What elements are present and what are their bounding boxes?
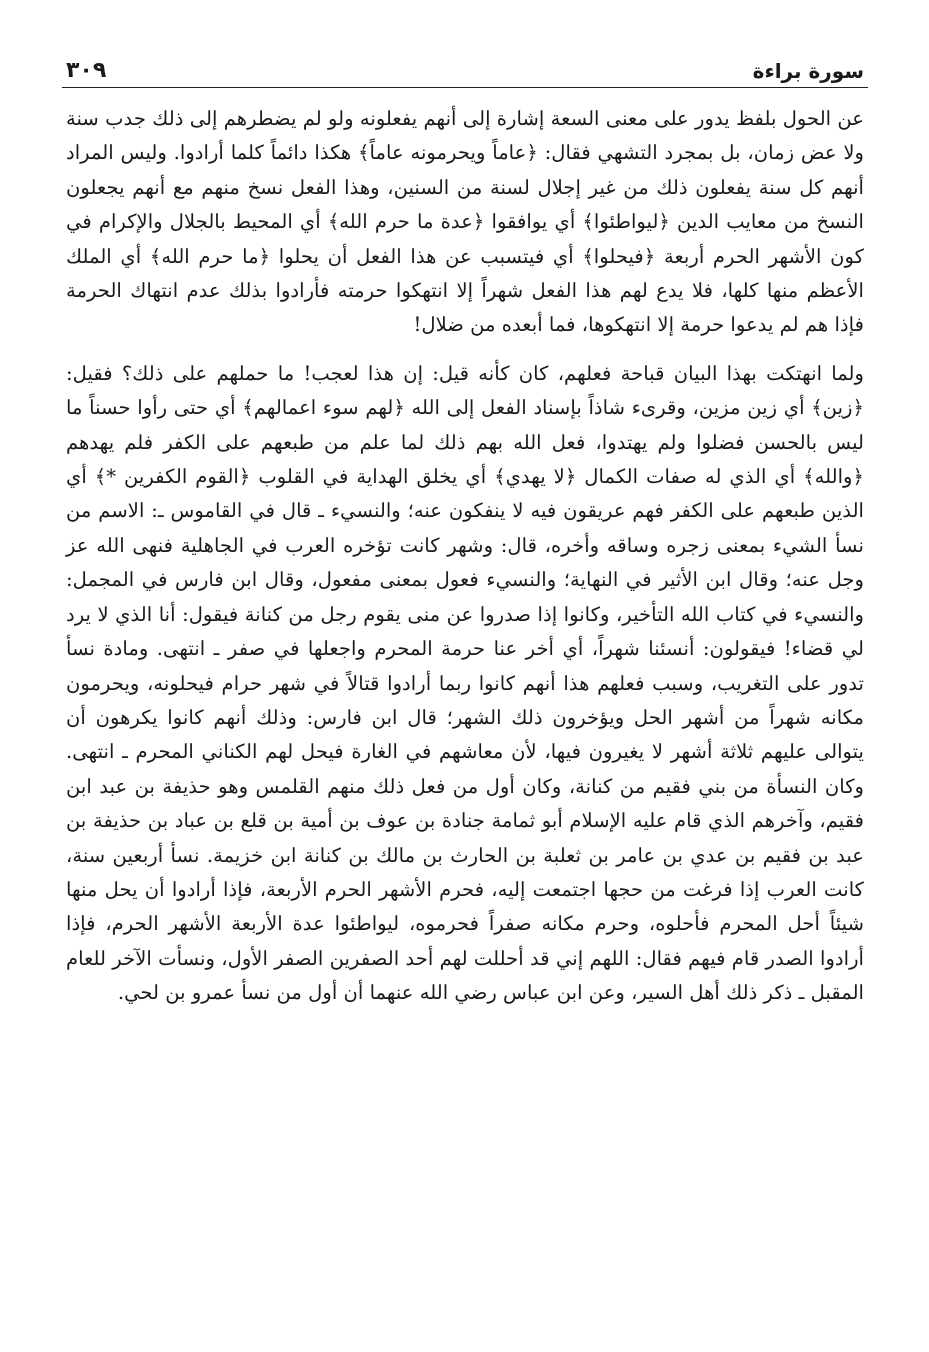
paragraph-2: ولما انهتكت بهذا البيان قباحة فعلهم، كان كأنه قيل: إن هذا لعجب! ما حملهم على ذلك؟ فقيل: ﴿زين﴾ أي زين مزين، وقرىء شاذاً بإسناد الفعل إلى الله ﴿لهم سوء اعمالهم﴾ أي حتى رأوا حسناً ما ليس بالحسن فضلوا ولم يهتدوا، فعل الله بهم ذلك لما علم من طبعهم على الكفر فلم يهدهم ﴿والله﴾ أي الذي له صفات الكمال ﴿لا يهدي﴾ أي يخلق الهداية في القلوب ﴿القوم الكفرين *﴾ أي الذين طبعهم على الكفر فهم عريقون فيه لا ينفكون عنه؛ والنسيء ـ قال في القاموس ـ: الاسم من نسأ الشيء بمعنى زجره وساقه وأخره، قال: وشهر كانت تؤخره العرب في الجاهلية فنهى الله عز وجل عنه؛ وقال ابن الأثير في النهاية؛ والنسيء فعول بمعنى مفعول، وقال ابن فارس في المجمل: والنسيء في كتاب الله التأخير، وكانوا إذا صدروا عن منى يقوم رجل من كنانة فيقول: أنا الذي لا يرد لي قضاء! فيقولون: أنسئنا شهراً، أي أخر عنا حرمة المحرم واجعلها في صفر ـ انتهى. ومادة نسأ تدور على التغريب، وسبب فعلهم هذا أنهم كانوا ربما أرادوا قتالاً في شهر حرام فيحلونه، ويحرمون مكانه شهراً من أشهر الحل ويؤخرون ذلك الشهر؛ قال ابن فارس: وذلك أنهم كانوا يكرهون أن يتوالى عليهم ثلاثة أشهر لا يغيرون فيها، لأن معاشهم في الغارة فيحل لهم الكناني المحرم ـ انتهى. وكان النسأة من بني فقيم من كنانة، وكان أول من فعل ذلك منهم القلمس وهو حذيفة بن عبد ابن فقيم، وآخرهم الذي قام عليه الإسلام أبو ثمامة جنادة بن عوف بن أمية بن قلع بن عباد بن حذيفة بن عبد بن فقيم بن عدي بن عامر بن ثعلبة بن الحارث بن مالك بن كنانة ابن خزيمة. نسأ أربعين سنة، كانت العرب إذا فرغت من حجها اجتمعت إليه، فحرم الأشهر الحرم الأربعة، فإذا أرادوا أن يحل منها شيئاً أحل المحرم فأحلوه، وحرم مكانه صفراً فحرموه، ليواطئوا عدة الأربعة الأشهر الحرم، فإذا أرادوا الصدر قام فيهم فقال: اللهم إني قد أحللت لهم أحد الصفرين الصفر الأول، ونسأت الآخر للعام المقبل ـ ذكر ذلك أهل السير، وعن ابن عباس رضي الله عنهما أن أول من نسأ عمرو بن لحي. <box>66 361 864 1005</box>
running-header <box>62 50 868 88</box>
surah-title: سورة براءة <box>752 59 864 83</box>
paragraph-1: عن الحول بلفظ يدور على معنى السعة إشارة إلى أنهم يفعلونه ولو لم يضطرهم إلى ذلك جدب سنة ولا عض زمان، بل بمجرد التشهي فقال: ﴿عاماً ويحرمونه عاماً﴾ هكذا دائماً كلما أرادوا. وليس المراد أنهم كل سنة يفعلون ذلك من غير إجلال لسنة من السنين، وهذا الفعل نسخ منهم مع أنهم يجعلون النسخ من معايب الدين ﴿ليواطئوا﴾ أي يوافقوا ﴿عدة ما حرم الله﴾ أي المحيط بالجلال والإكرام في كون الأشهر الحرم أربعة ﴿فيحلوا﴾ أي فيتسبب عن هذا الفعل أن يحلوا ﴿ما حرم الله﴾ أي الملك الأعظم منها كلها، فلا يدع لهم هذا الفعل شهراً إلا انتهكوا حرمته فأرادوا بذلك عدم انتهاك الحرمة فإذا هم لم يدعوا حرمة إلا انتهكوها، فما أبعده من ضلال! <box>66 107 864 337</box>
page-number: ٣٠٩ <box>66 58 107 83</box>
book-page <box>62 50 868 1330</box>
